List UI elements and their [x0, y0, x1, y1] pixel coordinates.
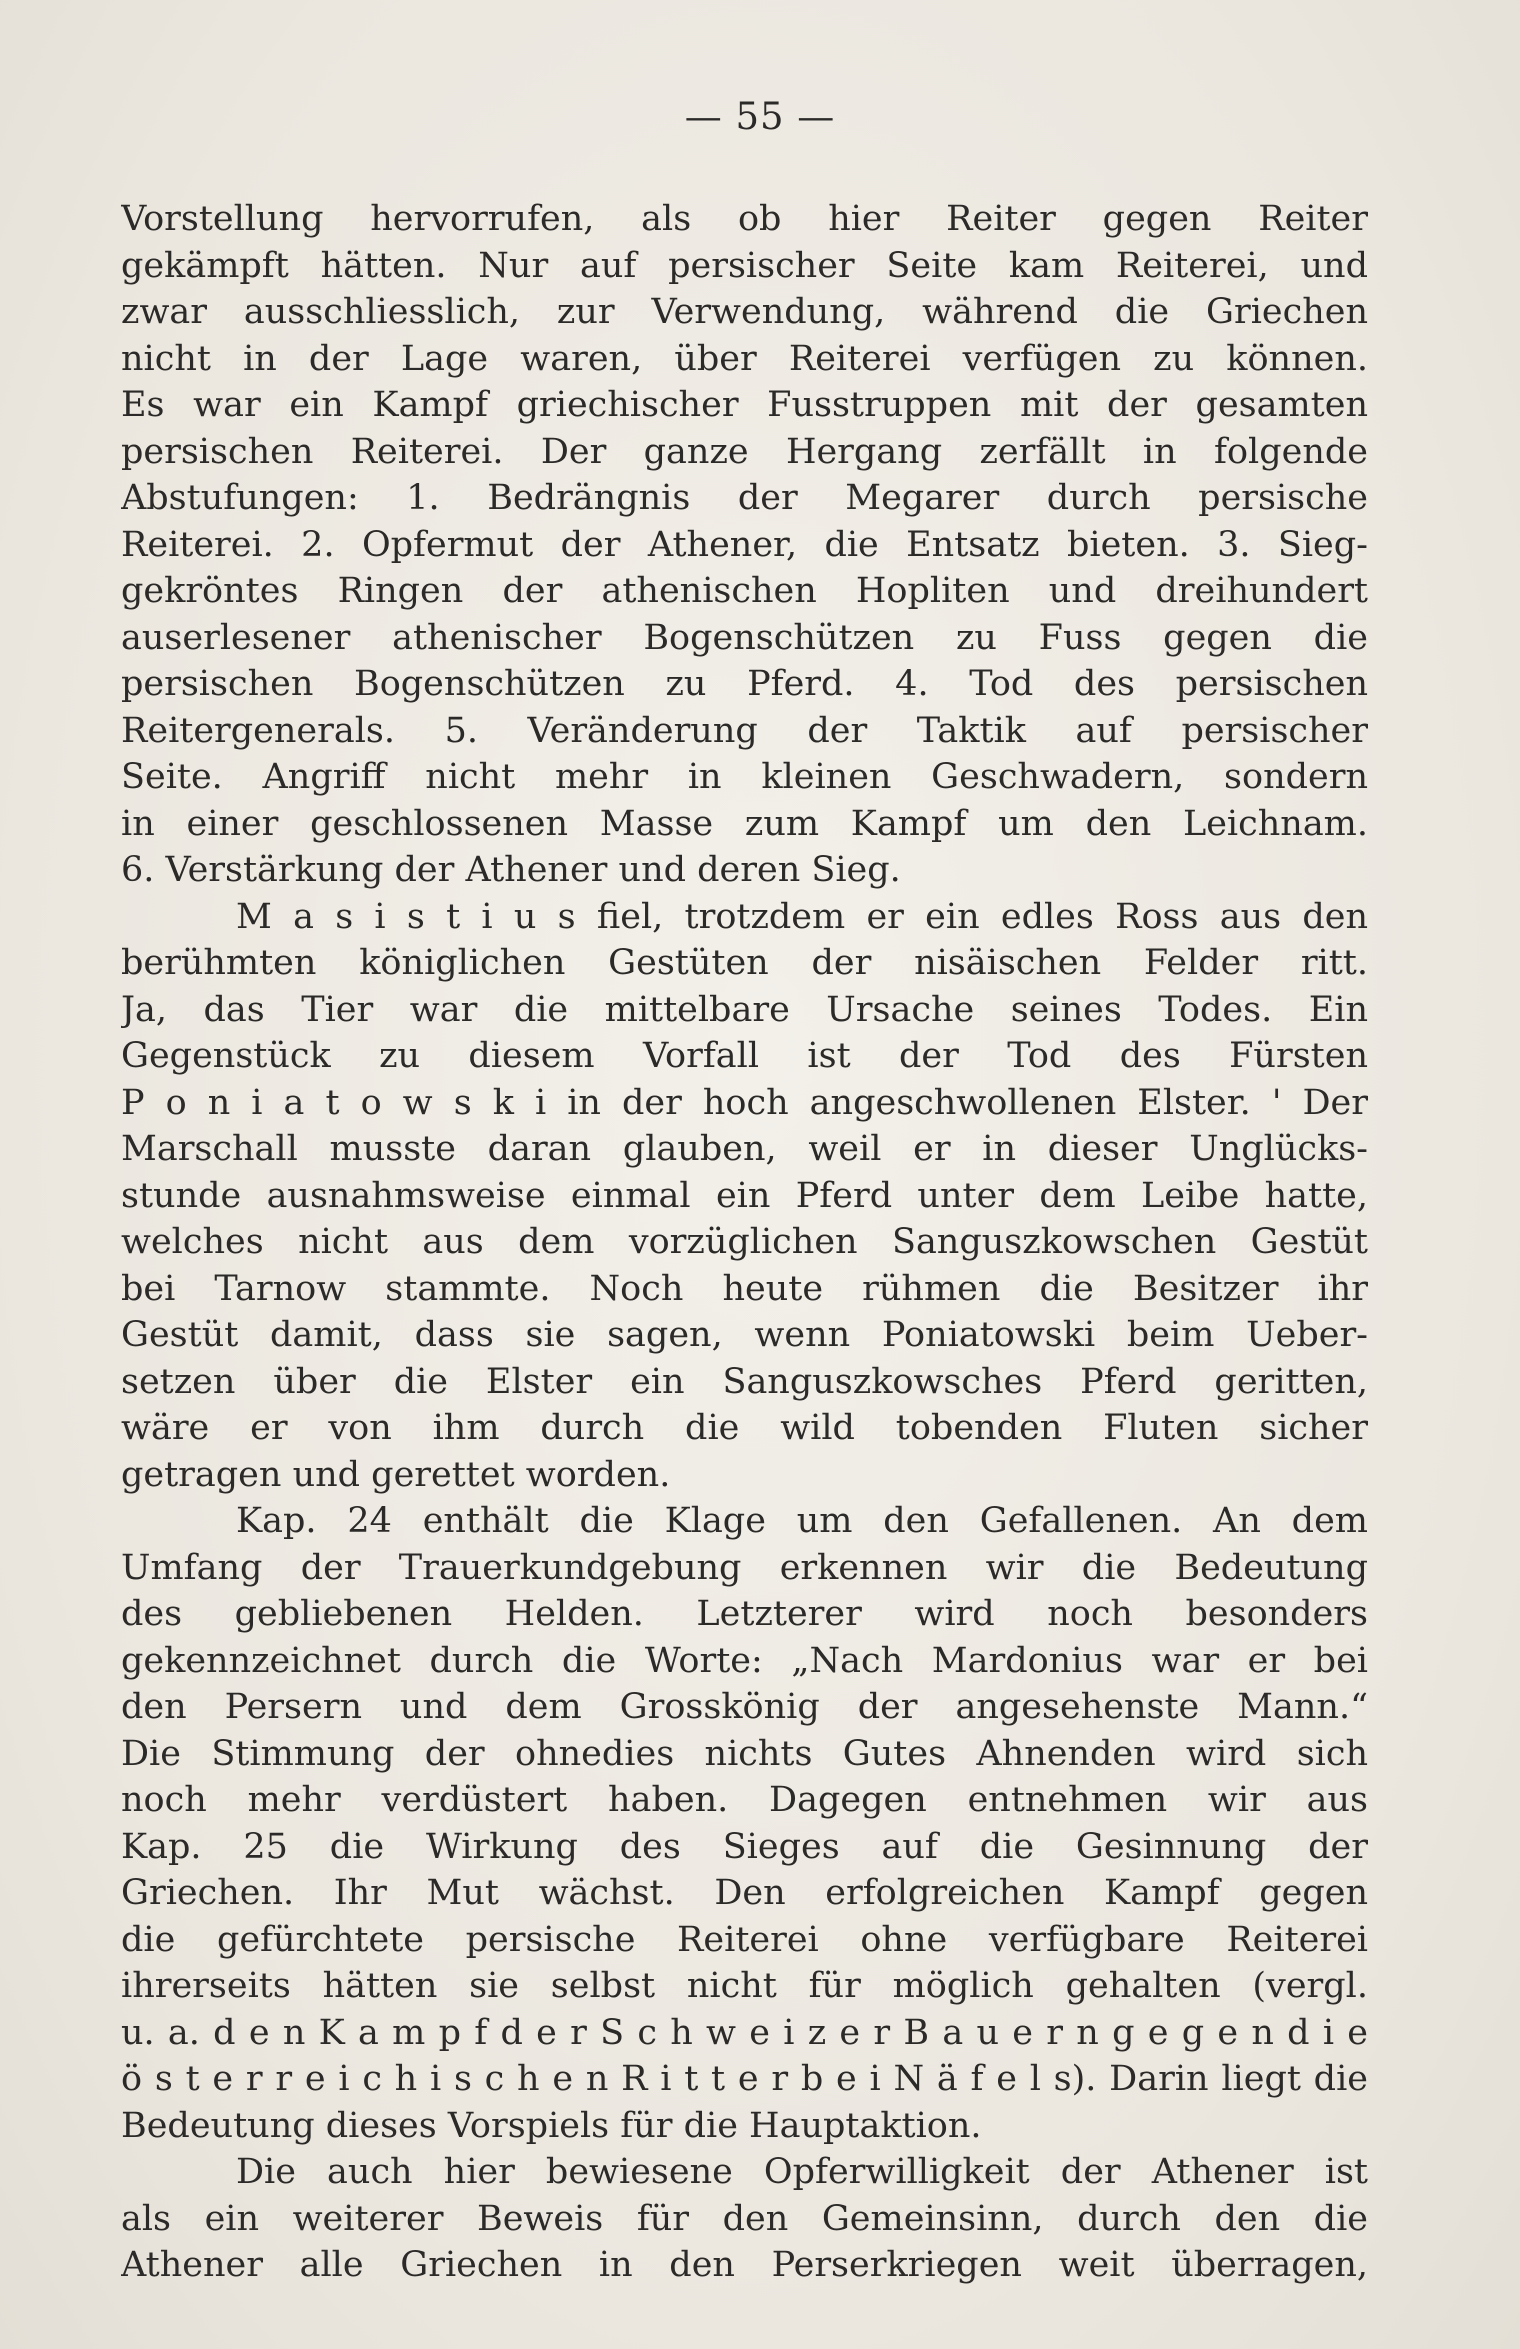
paragraph: [121, 1498, 1368, 2149]
text-line: persischen Bogenschützen zu Pferd. 4. Tod des persischen: [121, 664, 1368, 704]
text-line: Vorstellung hervorrufen, als ob hier Reiter gegen Reiter: [121, 199, 1368, 239]
text-line: bei Tarnow stammte. Noch heute rühmen die Besitzer ihr: [121, 1268, 1368, 1309]
text-line: Reiterei. 2. Opfermut der Athener, die Entsatz bieten. 3. Sieg-: [121, 524, 1368, 565]
text-line: Umfang der Trauerkundgebung erkennen wir die Bedeutung: [121, 1547, 1368, 1588]
text-line: zwar ausschliesslich, zur Verwendung, während die Griechen: [121, 292, 1368, 332]
text-line: M a s i s t i u s fiel, trotzdem er ein edles Ross aus den: [236, 896, 1368, 937]
text-line: als ein weiterer Beweis für den Gemeinsinn, durch den die: [121, 2198, 1368, 2239]
text-line: setzen über die Elster ein Sanguszkowsches Pferd geritten,: [121, 1361, 1368, 1402]
text-line: Marschall musste daran glauben, weil er in dieser Unglücks-: [121, 1129, 1368, 1169]
text-line: den Persern und dem Grosskönig der angesehenste Mann.“: [121, 1687, 1368, 1727]
text-line: gekämpft hätten. Nur auf persischer Seite kam Reiterei, und: [121, 245, 1368, 286]
text-line: Es war ein Kampf griechischer Fusstruppen mit der gesamten: [121, 385, 1368, 425]
text-line: Gegenstück zu diesem Vorfall ist der Tod des Fürsten: [121, 1036, 1368, 1076]
text-line: noch mehr verdüstert haben. Dagegen entnehmen wir aus: [121, 1780, 1368, 1820]
page-number: — 55 —: [684, 95, 836, 138]
text-line: nicht in der Lage waren, über Reiterei verfügen zu können.: [121, 338, 1368, 379]
text-line: Gestüt damit, dass sie sagen, wenn Poniatowski beim Ueber-: [121, 1315, 1368, 1355]
paragraph: [121, 196, 1368, 894]
text-line: Ja, das Tier war die mittelbare Ursache seines Todes. Ein: [121, 989, 1368, 1030]
text-line: getragen und gerettet worden.: [121, 1454, 671, 1495]
text-line: welches nicht aus dem vorzüglichen Sanguszkowschen Gestüt: [121, 1222, 1368, 1262]
text-line: ihrerseits hätten sie selbst nicht für möglich gehalten (vergl.: [121, 1966, 1368, 2006]
text-line: in einer geschlossenen Masse zum Kampf um den Leichnam.: [121, 803, 1368, 844]
paragraph: [121, 2149, 1368, 2289]
text-line: P o n i a t o w s k i in der hoch angeschwollenen Elster. ' Der: [121, 1082, 1368, 1123]
text-line: gekennzeichnet durch die Worte: „Nach Mardonius war er bei: [121, 1640, 1368, 1681]
text-line: Kap. 25 die Wirkung des Sieges auf die Gesinnung der: [121, 1826, 1368, 1867]
paragraph: [121, 894, 1368, 1499]
text-line: ö s t e r r e i c h i s c h e n R i t t e r b e i N ä f e l s). Darin liegt die: [121, 2059, 1368, 2099]
text-line: Die auch hier bewiesene Opferwilligkeit der Athener ist: [236, 2152, 1368, 2192]
text-line: die gefürchtete persische Reiterei ohne verfügbare Reiterei: [121, 1919, 1368, 1960]
text-line: 6. Verstärkung der Athener und deren Sieg.: [121, 850, 901, 890]
text-line: Reitergenerals. 5. Veränderung der Taktik auf persischer: [121, 710, 1368, 751]
text-line: u. a. d e n K a m p f d e r S c h w e i z e r B a u e r n g e g e n d i e: [121, 2012, 1368, 2053]
text-line: Athener alle Griechen in den Perserkriegen weit überragen,: [121, 2245, 1368, 2285]
text-line: Seite. Angriff nicht mehr in kleinen Geschwadern, sondern: [121, 757, 1368, 797]
text-line: Die Stimmung der ohnedies nichts Gutes Ahnenden wird sich: [121, 1733, 1368, 1774]
text-line: Griechen. Ihr Mut wächst. Den erfolgreichen Kampf gegen: [121, 1873, 1368, 1913]
text-line: Kap. 24 enthält die Klage um den Gefallenen. An dem: [236, 1501, 1368, 1541]
text-line: gekröntes Ringen der athenischen Hopliten und dreihundert: [121, 571, 1368, 611]
text-line: persischen Reiterei. Der ganze Hergang zerfällt in folgende: [121, 431, 1368, 472]
text-line: stunde ausnahmsweise einmal ein Pferd unter dem Leibe hatte,: [121, 1175, 1368, 1216]
text-line: wäre er von ihm durch die wild tobenden Fluten sicher: [121, 1408, 1368, 1448]
text-line: auserlesener athenischer Bogenschützen zu Fuss gegen die: [121, 617, 1368, 658]
text-line: berühmten königlichen Gestüten der nisäischen Felder ritt.: [121, 943, 1368, 983]
text-line: Abstufungen: 1. Bedrängnis der Megarer durch persische: [121, 478, 1368, 518]
text-line: des gebliebenen Helden. Letzterer wird noch besonders: [121, 1594, 1368, 1634]
text-line: Bedeutung dieses Vorspiels für die Hauptaktion.: [121, 2105, 982, 2146]
text-body: [121, 196, 1368, 2289]
